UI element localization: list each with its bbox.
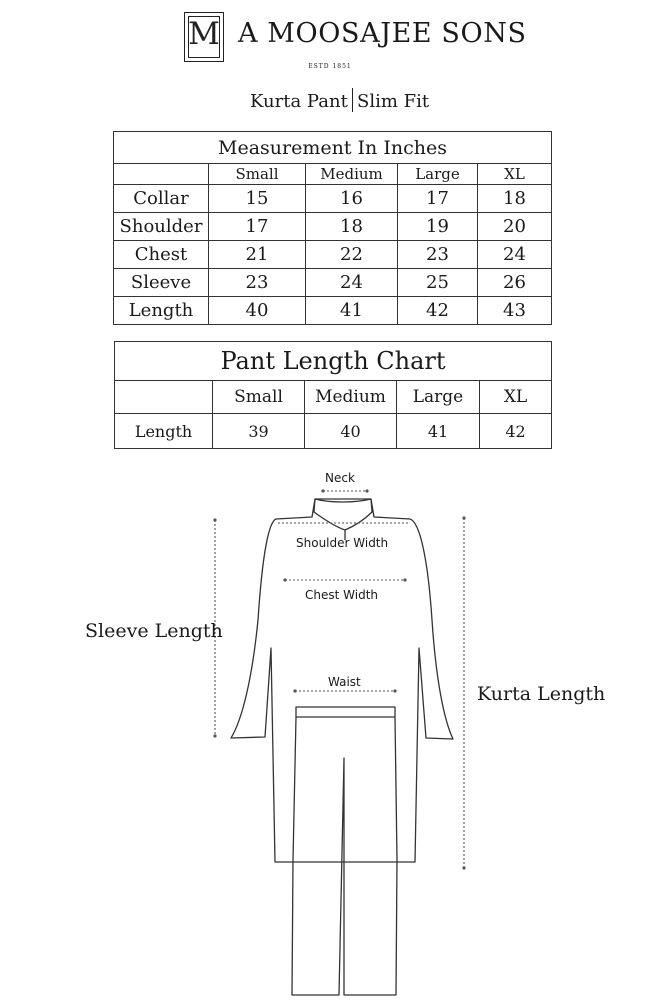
chest-width-label: Chest Width: [305, 588, 379, 602]
pant-size-xl: XL: [480, 381, 552, 414]
neck-label: Neck: [325, 471, 355, 485]
table-cell: 24: [306, 269, 398, 297]
row-label-shoulder: Shoulder: [114, 213, 209, 241]
product-fit: Slim Fit: [356, 91, 430, 112]
pant-outline: [292, 707, 397, 995]
kurta-size-small: Small: [209, 164, 306, 185]
waist-label: Waist: [328, 675, 361, 689]
row-label-chest: Chest: [114, 241, 209, 269]
collar-outline: [314, 499, 372, 530]
table-cell: 20: [478, 213, 552, 241]
table-cell: 21: [209, 241, 306, 269]
table-cell: 23: [398, 241, 478, 269]
logo-letter: M: [188, 16, 220, 52]
table-cell: 40: [305, 414, 397, 449]
table-cell: 42: [480, 414, 552, 449]
row-label-length: Length: [114, 297, 209, 325]
table-cell: 18: [478, 185, 552, 213]
row-label-sleeve: Sleeve: [114, 269, 209, 297]
table-cell: 19: [398, 213, 478, 241]
sleeve-length-label: Sleeve Length: [85, 620, 223, 642]
kurta-table-title: Measurement In Inches: [114, 132, 552, 164]
table-cell: 17: [209, 213, 306, 241]
table-cell: 26: [478, 269, 552, 297]
table-cell: 25: [398, 269, 478, 297]
row-label-collar: Collar: [114, 185, 209, 213]
table-cell: 42: [398, 297, 478, 325]
row-label-pant-length: Length: [115, 414, 213, 449]
pant-table-title: Pant Length Chart: [115, 342, 552, 381]
kurta-size-large: Large: [398, 164, 478, 185]
table-cell: 23: [209, 269, 306, 297]
kurta-size-medium: Medium: [306, 164, 398, 185]
pant-size-small: Small: [213, 381, 305, 414]
pant-size-medium: Medium: [305, 381, 397, 414]
kurta-length-label: Kurta Length: [477, 683, 606, 705]
table-cell: 39: [213, 414, 305, 449]
established-year: ESTD 1851: [308, 63, 352, 70]
shoulder-width-label: Shoulder Width: [296, 536, 389, 550]
table-cell: 41: [397, 414, 480, 449]
table-cell: 18: [306, 213, 398, 241]
table-cell: 40: [209, 297, 306, 325]
table-cell: 17: [398, 185, 478, 213]
product-name: Kurta Pant: [250, 91, 348, 112]
table-cell: 22: [306, 241, 398, 269]
table-cell: 43: [478, 297, 552, 325]
kurta-size-xl: XL: [478, 164, 552, 185]
table-cell: 41: [306, 297, 398, 325]
pant-size-large: Large: [397, 381, 480, 414]
brand-name: A MOOSAJEE SONS: [238, 18, 527, 49]
table-cell: 15: [209, 185, 306, 213]
table-cell: 24: [478, 241, 552, 269]
table-cell: 16: [306, 185, 398, 213]
